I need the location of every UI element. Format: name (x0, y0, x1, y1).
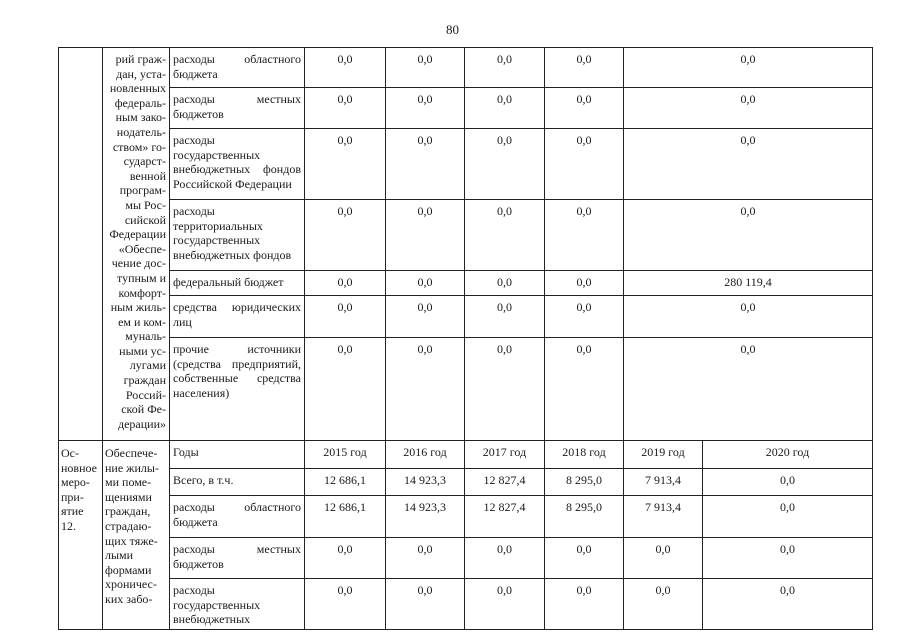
value-cell: 0,0 (386, 48, 465, 88)
value-cell: 0,0 (386, 129, 465, 200)
value-cell: 0,0 (465, 88, 545, 129)
year-header: 2020 год (703, 441, 873, 469)
table-row (59, 200, 873, 271)
row-label: Всего, в т.ч. (170, 469, 305, 496)
value-cell: 0,0 (386, 88, 465, 129)
value-cell: 0,0 (465, 200, 545, 271)
value-cell: 0,0 (386, 338, 465, 441)
year-header: 2015 год (305, 441, 386, 469)
value-cell: 0,0 (545, 88, 624, 129)
value-cell: 0,0 (545, 579, 624, 630)
row-label: расходы местных бюджетов (170, 538, 305, 579)
value-cell: 0,0 (465, 48, 545, 88)
value-cell: 14 923,3 (386, 496, 465, 538)
value-cell: 0,0 (465, 296, 545, 338)
value-cell: 12 686,1 (305, 469, 386, 496)
table-row (59, 88, 873, 129)
row-label: расходы областного бюджета (170, 496, 305, 538)
value-cell: 0,0 (386, 200, 465, 271)
table-row (59, 48, 873, 88)
value-cell: 0,0 (305, 296, 386, 338)
value-cell: 7 913,4 (624, 496, 703, 538)
value-cell: 0,0 (703, 538, 873, 579)
table-row (59, 441, 873, 469)
row-label: расходы местных бюджетов (170, 88, 305, 129)
value-cell: 12 827,4 (465, 469, 545, 496)
value-cell: 8 295,0 (545, 496, 624, 538)
value-cell: 0,0 (386, 271, 465, 296)
table-row (59, 271, 873, 296)
year-header: 2019 год (624, 441, 703, 469)
value-cell-merged: 0,0 (624, 200, 873, 271)
value-cell: 0,0 (624, 579, 703, 630)
row-label: средства юридических лиц (170, 296, 305, 338)
value-cell-merged: 0,0 (624, 88, 873, 129)
value-cell: 12 686,1 (305, 496, 386, 538)
value-cell: 0,0 (545, 296, 624, 338)
value-cell: 0,0 (703, 579, 873, 630)
value-cell: 8 295,0 (545, 469, 624, 496)
value-cell: 0,0 (624, 538, 703, 579)
value-cell: 0,0 (386, 296, 465, 338)
value-cell: 0,0 (305, 88, 386, 129)
value-cell: 0,0 (545, 271, 624, 296)
value-cell: 0,0 (545, 538, 624, 579)
value-cell: 12 827,4 (465, 496, 545, 538)
year-header: 2017 год (465, 441, 545, 469)
row-label: расходы государственных внебюджетных фондов Российской Федерации (170, 129, 305, 200)
table-row (59, 538, 873, 579)
row-label: расходы территориальных государственных внебюджетных фондов (170, 200, 305, 271)
value-cell: 0,0 (465, 579, 545, 630)
row-label: федеральный бюджет (170, 271, 305, 296)
value-cell: 0,0 (305, 579, 386, 630)
value-cell-merged: 0,0 (624, 129, 873, 200)
value-cell: 0,0 (545, 200, 624, 271)
row-label: расходы государственных внебюджетных (170, 579, 305, 630)
value-cell: 0,0 (545, 129, 624, 200)
value-cell: 0,0 (703, 496, 873, 538)
value-cell-merged: 0,0 (624, 338, 873, 441)
value-cell-merged: 280 119,4 (624, 271, 873, 296)
value-cell: 0,0 (305, 338, 386, 441)
value-cell: 0,0 (465, 338, 545, 441)
value-cell: 0,0 (305, 271, 386, 296)
table-row (59, 296, 873, 338)
value-cell: 0,0 (305, 129, 386, 200)
value-cell: 0,0 (465, 271, 545, 296)
value-cell: 0,0 (545, 48, 624, 88)
years-label: Годы (170, 441, 305, 469)
table-row (59, 579, 873, 630)
empty-cell (59, 48, 103, 441)
value-cell: 0,0 (386, 538, 465, 579)
value-cell: 0,0 (305, 538, 386, 579)
row-label: расходы областного бюджета (170, 48, 305, 88)
table-row (59, 338, 873, 441)
year-header: 2018 год (545, 441, 624, 469)
event-name-cell: Ос- новное меро- при- ятие 12. (59, 441, 103, 630)
page-number: 80 (446, 22, 459, 37)
value-cell: 0,0 (305, 200, 386, 271)
table-row (59, 496, 873, 538)
budget-table (58, 47, 873, 630)
value-cell: 0,0 (703, 469, 873, 496)
value-cell-merged: 0,0 (624, 296, 873, 338)
table-row (59, 469, 873, 496)
value-cell: 0,0 (305, 48, 386, 88)
value-cell: 0,0 (465, 538, 545, 579)
year-header: 2016 год (386, 441, 465, 469)
value-cell: 7 913,4 (624, 469, 703, 496)
value-cell: 14 923,3 (386, 469, 465, 496)
table-row (59, 129, 873, 200)
value-cell: 0,0 (386, 579, 465, 630)
row-label: прочие источники (средства предприятий, собственные средства населения) (170, 338, 305, 441)
value-cell: 0,0 (465, 129, 545, 200)
value-cell-merged: 0,0 (624, 48, 873, 88)
value-cell: 0,0 (545, 338, 624, 441)
event-description-cell: Обеспече- ние жилы- ми поме- щениями граждан, страдаю- щих тяже- лыми формами хроничес- ких забо- (103, 441, 170, 630)
program-name-cell: рий граж- дан, уста- новленных федераль- ным зако- нодатель- ством» го- сударст- венной програм- мы Рос- сийской Федерации «Обеспе- чение дос- тупным и комфорт- ным жиль- ем и ком- муналь- ными ус- лугами граждан Россий- ской Фе- дерации» (103, 48, 170, 441)
